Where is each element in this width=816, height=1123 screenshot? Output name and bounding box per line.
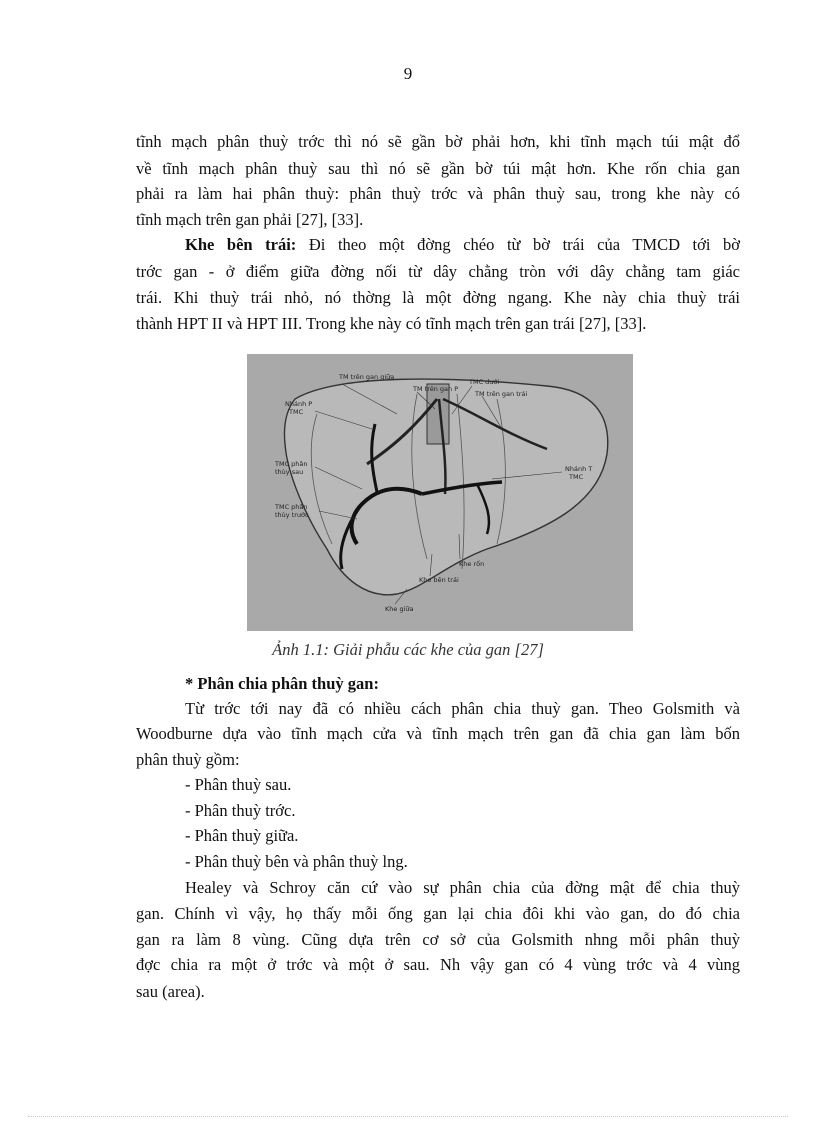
liver-fissures-figure	[247, 354, 633, 631]
label-tmc-phan-thuy-truoc: TMC phân	[275, 503, 308, 511]
body-text-line: phân thuỳ gồm:	[136, 750, 240, 769]
label-tm-tren-gan-giua: TM trên gan giữa	[339, 373, 395, 381]
label-tm-tren-gan-trai: TM trên gan trái	[475, 390, 528, 398]
body-text-line: trái. Khi thuỳ trái nhỏ, nó thờng là một đờng ngang. Khe này chia thuỳ trái	[136, 288, 740, 307]
section-heading: * Phân chia phân thuỳ gan:	[185, 674, 379, 693]
label-nhanh-t: Nhánh T	[565, 465, 593, 473]
page-footer-divider	[28, 1116, 788, 1117]
label-khe-ron: Khe rốn	[459, 560, 485, 568]
body-text-line: tĩnh mạch trên gan phải [27], [33].	[136, 210, 364, 229]
label-khe-ben-trai: Khe bên trái	[419, 576, 459, 584]
khe-ben-trai-line	[185, 233, 740, 257]
list-item: - Phân thuỳ sau.	[185, 775, 292, 794]
body-text-line: đợc chia ra một ở trớc và một ở sau. Nh vậy gan có 4 vùng trớc và 4 vùng	[136, 955, 740, 974]
label-tmc-phan-thuy-sau: TMC phân	[275, 460, 308, 468]
body-text-line: trớc gan - ở điểm giữa đờng nối từ dây chằng tròn với dây chằng tam giác	[136, 262, 740, 281]
label-nhanh-t-tmc: TMC	[569, 473, 584, 481]
body-text-line: gan ra làm 8 vùng. Cũng dựa trên cơ sở của Golsmith nhng mỗi phân thuỳ	[136, 930, 740, 949]
page-number: 9	[403, 64, 413, 83]
body-text-line: Woodburne dựa vào tĩnh mạch cửa và tĩnh mạch trên gan đã chia gan làm bốn	[136, 724, 740, 743]
list-item: - Phân thuỳ trớc.	[185, 801, 296, 820]
body-text-fragment: Đi theo một đờng chéo từ bờ trái của TMCD tới bờ	[296, 235, 740, 254]
body-text-line: tĩnh mạch phân thuỳ trớc thì nó sẽ gần bờ phải hơn, khi tĩnh mạch túi mật đổ	[136, 132, 740, 151]
list-item: - Phân thuỳ bên và phân thuỳ lng.	[185, 852, 408, 871]
body-text-line: thành HPT II và HPT III. Trong khe này có tĩnh mạch trên gan trái [27], [33].	[136, 314, 647, 333]
list-item: - Phân thuỳ giữa.	[185, 826, 299, 845]
body-text-line: Từ trớc tới nay đã có nhiều cách phân chia thuỳ gan. Theo Golsmith và	[185, 699, 740, 718]
figure-caption: Ảnh 1.1: Giải phẫu các khe của gan [27]	[272, 640, 544, 659]
body-text-line: sau (area).	[136, 982, 205, 1001]
body-text-line: gan. Chính vì vậy, họ thấy mỗi ống gan lại chia đôi khi vào gan, do đó chia	[136, 904, 740, 923]
label-tmc-phan-thuy-sau-2: thùy sau	[275, 468, 304, 476]
label-tm-tren-gan-p: TM trên gan P	[413, 385, 459, 393]
label-tmc-phan-thuy-truoc-2: thùy trước	[275, 511, 309, 519]
body-text-line: về tĩnh mạch phân thuỳ sau thì nó sẽ gần bờ túi mật hơn. Khe rốn chia gan	[136, 159, 740, 178]
khe-ben-trai-heading: Khe bên trái:	[185, 235, 297, 254]
label-nhanh-p: Nhánh P	[285, 400, 313, 408]
label-tmc-duoi: TMC dưới	[469, 378, 500, 386]
label-khe-giua: Khe giữa	[385, 605, 414, 613]
body-text-line: Healey và Schroy căn cứ vào sự phân chia của đờng mật để chia thuỳ	[185, 878, 740, 897]
body-text-line: phải ra làm hai phân thuỳ: phân thuỳ trớc và phân thuỳ sau, trong khe này có	[136, 184, 740, 203]
label-nhanh-p-tmc: TMC	[289, 408, 304, 416]
liver-anatomy-illustration	[247, 354, 633, 631]
